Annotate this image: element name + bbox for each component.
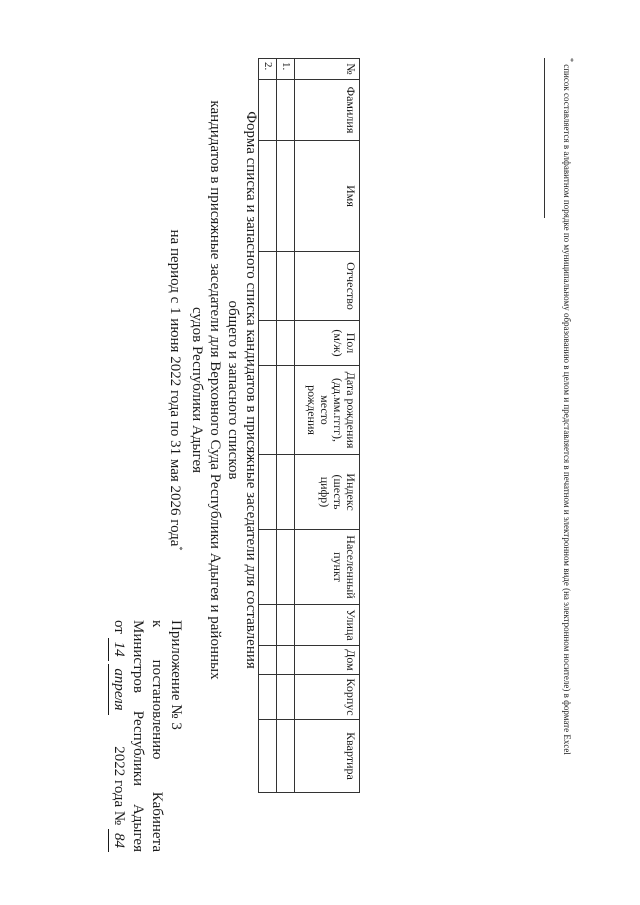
table-cell (259, 252, 277, 321)
footnote-mark: * (566, 58, 575, 62)
appendix-title: Приложение № 3 (168, 620, 184, 730)
title-line-1: Форма списка и запасного списка кандидатов в присяжные заседатели для составления общего и запасного списков (225, 111, 259, 669)
appendix-ot: от (111, 620, 127, 634)
table-cell (277, 605, 295, 646)
table-cell (277, 141, 295, 252)
appendix-ministrov: Министров (130, 620, 146, 693)
table-row (259, 59, 277, 793)
table-cell (277, 675, 295, 720)
appendix-month: апреля (108, 664, 128, 714)
table-cell (277, 366, 295, 455)
table-cell (259, 455, 277, 530)
title-line-3: на период с 1 июня 2022 года по 31 мая 2026 года (167, 229, 183, 547)
table-cell (259, 720, 277, 793)
row-number: 2. (259, 59, 277, 80)
appendix-day: 14 (108, 638, 128, 661)
table-cell (277, 455, 295, 530)
header-patronymic: Отчество (295, 252, 360, 321)
footnote (561, 58, 576, 848)
header-surname: Фамилия (295, 80, 360, 141)
table-cell (259, 646, 277, 675)
table-cell (259, 675, 277, 720)
footnote-divider (544, 58, 545, 218)
appendix-kabineta: Кабинета (149, 791, 165, 852)
table-cell (277, 720, 295, 793)
title-line-2: кандидатов в присяжные заседатели для Верховного Суда Республики Адыгея и районных судов Республики Адыгея (189, 100, 223, 680)
header-number: № (295, 59, 360, 80)
candidates-table (258, 58, 360, 793)
header-index: Индекс (шесть цифр) (295, 455, 360, 530)
title-footnote-mark: * (175, 546, 184, 551)
header-apartment: Квартира (295, 720, 360, 793)
form-title (166, 90, 260, 690)
table-cell (259, 141, 277, 252)
table-cell (277, 252, 295, 321)
table-cell (277, 321, 295, 366)
table-cell (259, 605, 277, 646)
header-sex: Пол (м/ж) (295, 321, 360, 366)
appendix-postanovleniyu: постановлению (149, 659, 165, 760)
table-cell (277, 530, 295, 605)
header-street: Улица (295, 605, 360, 646)
header-house: Дом (295, 646, 360, 675)
row-number: 1. (277, 59, 295, 80)
table-cell (277, 646, 295, 675)
appendix-year-text: 2022 года № (111, 746, 127, 826)
header-building: Корпус (295, 675, 360, 720)
table-cell (259, 530, 277, 605)
table-cell (259, 366, 277, 455)
appendix-number: 84 (108, 829, 128, 852)
header-name: Имя (295, 141, 360, 252)
header-locality: Населенный пункт (295, 530, 360, 605)
footnote-text: список составляется в алфавитном порядке по муниципальному образованию в целом и представляется в печатном и электронном виде (на электронном носителе) в формате Excel (562, 64, 572, 755)
table-cell (277, 80, 295, 141)
header-birth: Дата рождения (дд.мм.гггг), место рождения (295, 366, 360, 455)
table-cell (259, 80, 277, 141)
table-cell (259, 321, 277, 366)
appendix-adygeya: Адыгея (130, 803, 146, 852)
appendix-k: к (149, 620, 165, 628)
appendix-respubliki: Республики (130, 710, 146, 787)
table-header-row (295, 59, 360, 793)
table-row (277, 59, 295, 793)
